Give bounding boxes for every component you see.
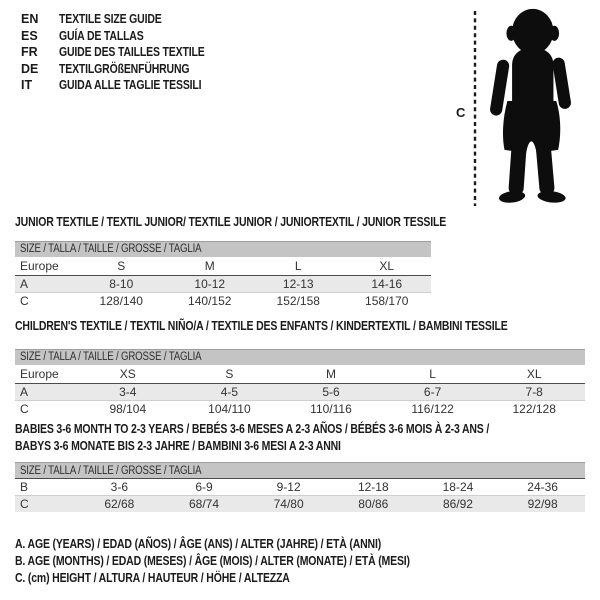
table-cell: 4-5 — [179, 383, 281, 400]
language-list — [21, 11, 232, 94]
size-header-row — [15, 463, 585, 479]
height-measure-label: C — [456, 105, 466, 120]
row-label: A — [15, 275, 77, 292]
row-label: C — [15, 292, 77, 309]
lang-row-fr — [21, 44, 232, 61]
note-age-months — [15, 553, 485, 570]
col-header-europe: Europe — [15, 365, 77, 384]
col-header-size: XL — [483, 365, 585, 384]
table-cell: 152/158 — [254, 292, 343, 309]
lang-label: TEXTILE SIZE GUIDE — [59, 12, 162, 26]
table-cell: 74/80 — [246, 496, 331, 513]
table-cell: 80/86 — [331, 496, 416, 513]
table-cell: 116/122 — [382, 400, 484, 417]
section-babies-textile — [15, 421, 585, 512]
table-cell: 158/170 — [343, 292, 432, 309]
table-row-height — [15, 496, 585, 513]
size-header-text: SIZE / TALLA / TAILLE / GRÖSSE / TAGLIA — [20, 464, 202, 477]
table-cell: 140/152 — [166, 292, 255, 309]
col-header-size: L — [254, 257, 343, 276]
col-header-size: S — [77, 257, 166, 276]
table-cell: 98/104 — [77, 400, 179, 417]
table-cell: 122/128 — [483, 400, 585, 417]
size-header-bar — [15, 349, 585, 365]
section-title-line2: BABYS 3-6 MONATE BIS 2-3 JAHRE / BAMBINI 3-6 MESI A 2-3 ANNI — [15, 438, 341, 453]
lang-row-de — [21, 61, 232, 78]
table-cell: 14-16 — [343, 275, 432, 292]
note-text: B. AGE (MONTHS) / EDAD (MESES) / ÂGE (MOIS) / ALTER (MONATE) / ETÀ (MESI) — [15, 554, 410, 568]
col-header-size: M — [166, 257, 255, 276]
table-cell: 92/98 — [500, 496, 585, 513]
column-header-row — [15, 257, 431, 276]
table-cell: 86/92 — [416, 496, 501, 513]
col-header-size: XS — [77, 365, 179, 384]
table-cell: 24-36 — [527, 480, 558, 494]
table-cell: 7-8 — [483, 383, 585, 400]
lang-row-it — [21, 77, 232, 94]
table-row-months — [15, 479, 585, 496]
table-row-height — [15, 292, 431, 309]
lang-row-es — [21, 28, 232, 45]
col-header-europe: Europe — [15, 257, 77, 276]
section-title: JUNIOR TEXTILE / TEXTIL JUNIOR/ TEXTILE JUNIOR / JUNIORTEXTIL / JUNIOR TESSILE — [15, 215, 447, 229]
section-title-line1: BABIES 3-6 MONTH TO 2-3 YEARS / BEBÉS 3-6 MESES A 2-3 AÑOS / BÉBÉS 3-6 MOIS À 2-3 ANS / — [15, 422, 490, 436]
table-cell: 10-12 — [166, 275, 255, 292]
lang-label: GUIDA ALLE TAGLIE TESSILI — [59, 78, 202, 92]
table-cell: 8-10 — [77, 275, 166, 292]
row-label: C — [15, 496, 77, 513]
table-cell: 110/116 — [280, 400, 382, 417]
size-header-row — [15, 349, 585, 365]
note-height-cm — [15, 570, 485, 587]
section-junior-textile — [15, 214, 447, 309]
baby-height-figure — [448, 5, 580, 213]
size-header-text: SIZE / TALLA / TAILLE / GRÖSSE / TAGLIA — [20, 243, 202, 255]
children-size-table — [15, 349, 585, 417]
section-children-textile — [15, 318, 585, 417]
table-row-age — [15, 275, 431, 292]
note-age-years — [15, 536, 485, 553]
size-header-row — [15, 241, 431, 257]
table-cell: 104/110 — [179, 400, 281, 417]
col-header-size: S — [179, 365, 281, 384]
table-cell: 3-6 — [110, 480, 128, 494]
size-header-bar — [15, 241, 431, 257]
note-text: C. (cm) HEIGHT / ALTURA / HAUTEUR / HÖHE / ALTEZZA — [15, 571, 290, 585]
lang-row-en — [21, 11, 232, 28]
row-label: C — [15, 400, 77, 417]
lang-code: FR — [21, 45, 38, 59]
table-cell: 128/140 — [77, 292, 166, 309]
row-label: B — [20, 480, 29, 494]
babies-size-table — [15, 462, 585, 512]
row-label: A — [15, 383, 77, 400]
lang-code: IT — [21, 78, 33, 92]
table-cell: 6-7 — [382, 383, 484, 400]
col-header-size: M — [280, 365, 382, 384]
col-header-size: XL — [343, 257, 432, 276]
table-row-age — [15, 383, 585, 400]
table-cell: 18-24 — [442, 480, 474, 494]
table-cell: 68/74 — [162, 496, 247, 513]
table-cell: 6-9 — [195, 480, 213, 494]
table-cell: 12-13 — [254, 275, 343, 292]
lang-label: GUÍA DE TALLAS — [59, 28, 144, 43]
baby-silhouette-icon — [448, 5, 580, 213]
lang-code: ES — [21, 28, 38, 43]
lang-code: EN — [21, 12, 39, 26]
lang-label: GUIDE DES TAILLES TEXTILE — [59, 45, 205, 59]
table-cell: 62/68 — [77, 496, 162, 513]
lang-label: TEXTILGRÖßENFÜHRUNG — [59, 61, 190, 76]
section-title: CHILDREN'S TEXTILE / TEXTIL NIÑO/A / TEXTILE DES ENFANTS / KINDERTEXTIL / BAMBINI TESSILE — [15, 319, 508, 333]
table-row-height — [15, 400, 585, 417]
lang-code: DE — [21, 61, 39, 76]
size-header-bar — [15, 463, 585, 479]
size-header-text: SIZE / TALLA / TAILLE / GRÖSSE / TAGLIA — [20, 351, 202, 363]
column-header-row — [15, 365, 585, 384]
table-cell: 9-12 — [276, 480, 301, 494]
table-cell: 3-4 — [77, 383, 179, 400]
col-header-size: L — [382, 365, 484, 384]
legend-notes — [15, 536, 485, 587]
note-text: A. AGE (YEARS) / EDAD (AÑOS) / ÂGE (ANS) / ALTER (JAHRE) / ETÀ (ANNI) — [15, 537, 382, 551]
junior-size-table — [15, 241, 431, 309]
table-cell: 5-6 — [280, 383, 382, 400]
table-cell: 12-18 — [357, 480, 389, 494]
baby-silhouette — [489, 9, 572, 204]
